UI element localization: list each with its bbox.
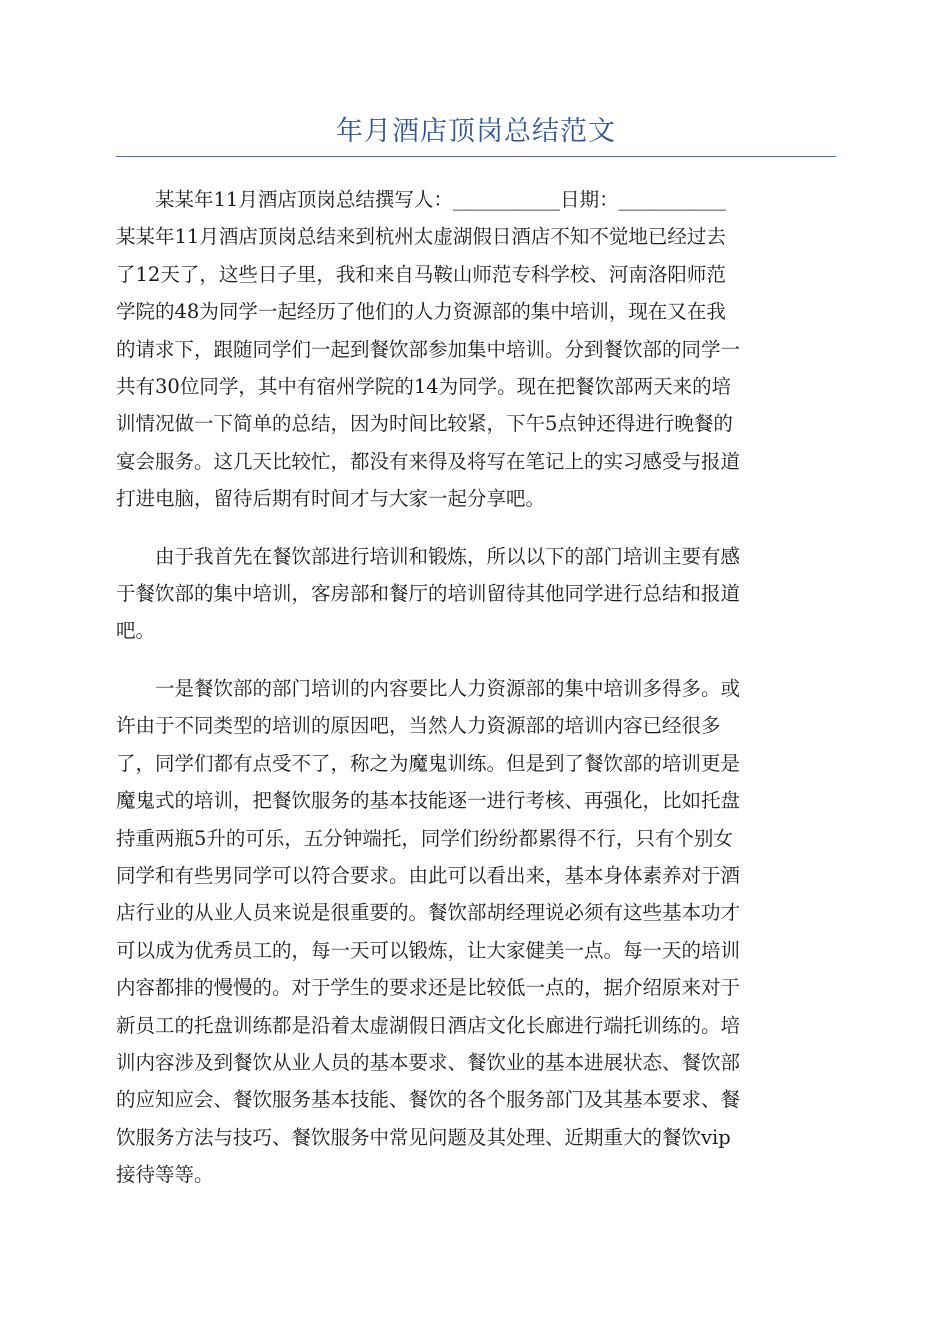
text-line: 的应知应会、餐饮服务基本技能、餐饮的各个服务部门及其基本要求、餐 (116, 1088, 741, 1112)
paragraph-3 (116, 670, 836, 1194)
text-line: 共有30位同学，其中有宿州学院的14为同学。现在把餐饮部两天来的培 (116, 375, 732, 399)
text-line: 店行业的从业人员来说是很重要的。餐饮部胡经理说必须有这些基本功才 (116, 901, 741, 925)
text-line: 许由于不同类型的培训的原因吧，当然人力资源部的培训内容已经很多 (116, 714, 721, 738)
text-line: 某某年11月酒店顶岗总结来到杭州太虚湖假日酒店不知不觉地已经过去 (116, 225, 726, 249)
document-page (116, 0, 836, 1214)
text-line: 训内容涉及到餐饮从业人员的基本要求、餐饮业的基本进展状态、餐饮部 (116, 1050, 741, 1074)
text-line: 持重两瓶5升的可乐，五分钟端托，同学们纷纷都累得不行，只有个别女 (116, 826, 733, 850)
document-body (116, 181, 836, 1194)
text-line: 于餐饮部的集中培训，客房部和餐厅的培训留待其他同学进行总结和报道 (116, 582, 741, 606)
paragraph-1 (116, 181, 836, 518)
text-line: 了12天了，这些日子里，我和来自马鞍山师范专科学校、河南洛阳师范 (116, 262, 726, 286)
text-line: 某某年11月酒店顶岗总结撰写人：___________日期：___________ (155, 188, 726, 211)
text-line: 可以成为优秀员工的，每一天可以锻炼，让大家健美一点。每一天的培训 (116, 938, 741, 962)
text-line: 打进电脑，留待后期有时间才与大家一起分享吧。 (116, 487, 546, 511)
text-line: 内容都排的慢慢的。对于学生的要求还是比较低一点的，据介绍原来对于 (116, 976, 741, 1000)
text-line: 接待等等。 (116, 1163, 214, 1187)
text-line: 吧。 (116, 619, 156, 643)
text-line: 饮服务方法与技巧、餐饮服务中常见问题及其处理、近期重大的餐饮vip (116, 1125, 731, 1149)
text-line: 魔鬼式的培训，把餐饮服务的基本技能逐一进行考核、再强化，比如托盘 (116, 789, 741, 813)
text-line: 一是餐饮部的部门培训的内容要比人力资源部的集中培训多得多。或 (155, 676, 741, 700)
paragraph-2 (116, 538, 836, 650)
text-line: 学院的48为同学一起经历了他们的人力资源部的集中培训，现在又在我 (116, 300, 726, 324)
text-line: 了，同学们都有点受不了，称之为魔鬼训练。但是到了餐饮部的培训更是 (116, 751, 741, 775)
text-line: 的请求下，跟随同学们一起到餐饮部参加集中培训。分到餐饮部的同学一 (116, 337, 741, 361)
document-title: 年月酒店顶岗总结范文 (336, 116, 616, 147)
text-line: 同学和有些男同学可以符合要求。由此可以看出来，基本身体素养对于酒 (116, 863, 741, 887)
title-underline (116, 156, 836, 157)
text-line: 训情况做一下简单的总结，因为时间比较紧，下午5点钟还得进行晚餐的 (116, 412, 733, 436)
text-line: 新员工的托盘训练都是沿着太虚湖假日酒店文化长廊进行端托训练的。培 (116, 1013, 741, 1037)
text-line: 宴会服务。这几天比较忙，都没有来得及将写在笔记上的实习感受与报道 (116, 449, 741, 473)
text-line: 由于我首先在餐饮部进行培训和锻炼，所以以下的部门培训主要有感 (155, 544, 741, 568)
